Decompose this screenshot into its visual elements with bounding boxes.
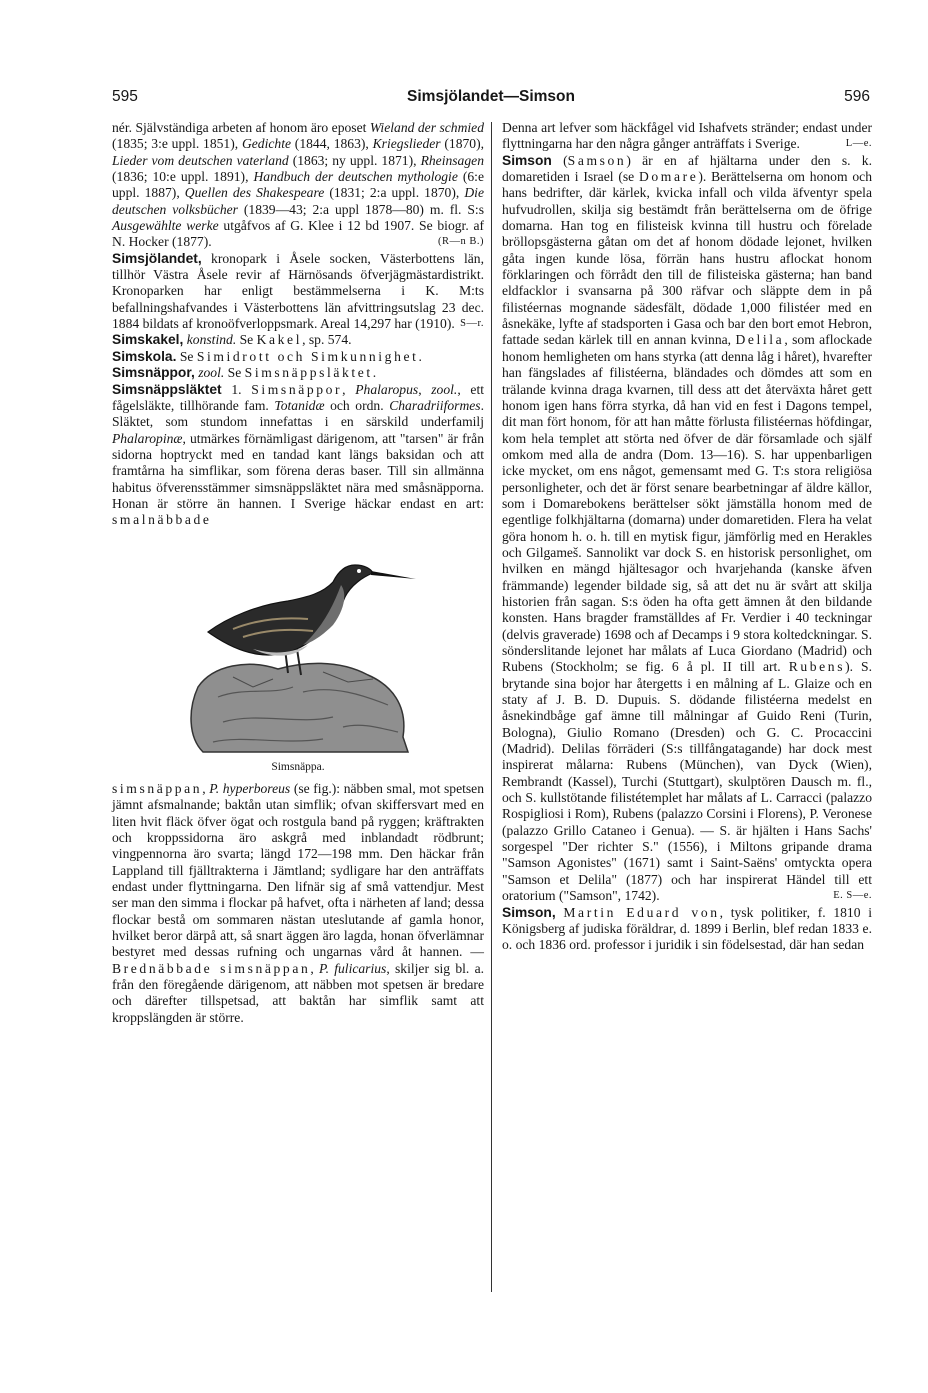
column-divider [491,122,492,1292]
author-signature: E. S—e. [833,890,872,902]
entry-continuation: nér. Självständiga arbeten af honom äro eposet Wieland der schmied (1835; 3:e uppl. 1851), Gedichte (1844, 1863), Kriegslieder (1870), Lieder vom deutschen vaterland (1863; ny uppl. 1871), Rheinsagen (1836; 10:e uppl. 1891), Handbuch der deutschen mythologie (6:e uppl. 1887), Quellen des Shakespeare (1831; 2:a uppl. 1870), Die deutschen volksbücher (1839—43; 2:a uppl 1878—80) m. fl. S:s Ausgewählte werke utgåfvos af G. Klee i 12 bd 1907. Se biogr. af N. Hocker (1877). (R—n B.) [112,120,485,250]
entry-simsjolandet: Simsjölandet, kronopark i Åsele socken, Västerbottens län, tillhör Västra Åsele revir af Härnösands öfverjägmästardistrikt. Kronoparken har enligt bestämmelserna i K. M:ts befallningshafvandes i Västerbottens län afvittringsutslag 23 dec. 1884 bildats af kronoöfverloppsmark. Areal 14,297 har (1910). S—r. [112,250,484,332]
entry-simsnappor: Simsnäppor, zool. Se Simsnäppsläktet. [112,365,377,381]
page-title: Simsjölandet—Simson [407,88,575,105]
headword: Simsnäppsläktet [112,381,222,397]
author-signature: S—r. [460,318,484,330]
entry-simson-samson: Simson (Samson) är en af hjältarna under den s. k. domaretiden i Israel (se Domare). Berättelserna om honom och hans bedrifter, där kärlek, kvicka infall och vilda äfventyr spela hufvudrollen, skilja sig bestämdt från berättelserna om de öfrige domarna. Han tog en filisteisk kvinna till hustru och förelade bröllopsgästerna gåtan om det af honom dödade lejonet, hvilken gåta ingen kunde lösa, förrän hans hustru aflockat honom förklaringen och förrådt den till de filisteiska gästerna; han band eldfacklor i svansarna på 300 räfvar och släppte dem in på filistéernas mognande sädesfält, dödade 1,000 filistéer med en åsnekäke, lyfte af stadsporten i Gasa och bar den bort emot Hebron, fattade sedan kärlek till en annan kvinna, Delila, som aflockade honom hemligheten om hans styrka (att denna låg i håret), hvarefter han fängslades af filistéerna, bländades och dömdes att som en trälande kvinna draga kvarnen, till dess att det återväxta håret gett honom igen hans förra styrka, då han vid en fest i Dagons tempel, dit man fört honom, för att han måtte förlusta filistéernas höfdingar, kom hela templet att störta ned öfver de där församlade och själf omkom med alla de andra (Dom. 13—16). S. har uppenbarligen icke mycket, om ens något, gemensamt med G. T:s stora religiösa personligheter, och det är först senare bearbetningar af äldre källor, som i Domarebokens berättelser sökt jämställa honom med de egentlige folkhjältarna (domarna) under domaretiden. Flera ha velat göra honom h. o. h. till en mytisk figur, jämförlig med en Herakles och Gilgameš. Sannolikt var dock S. en historisk personlighet, om hvilken en mängd hjältesagor och hvarjehanda (kanske äfven främmande) legender bildade sig, så att det nu är svårt att skilja historien från sagan. S:s öden ha ofta gett ämnen åt den bildande konsten. Hans bragder framställdes af Fr. Verdier i 40 teckningar (delvis graverade) 1698 och af Decamps i 9 stora koltedckningar. S. sönderslitande lejonet har målats af Luca Giordano (Madrid) och Rubens (Stockholm; se fig. 6 å pl. II till art. Rubens). S. brytande sina bojor har återgetts i en målning af L. Glaize och en staty af J. B. D. Dupuis. S. dödande filistéerna medelst en åsnekindbåge gaf ämne till målningar af Guido Reni (Turin, Bologna), Giulio Romano (Dresden) och G. C. Procaccini (Madrid). Delilas förräderi (S:s tillfångatagande) har dock mest inspirerat målarna: Rubens (München), van Dyck (Wien), Rembrandt (Kassel), Turchi (Stuttgart), skulptören Dausch m. fl., och S. kullstötande filistétemplet har målats af L. Carracci (palazzo Rospigliosi i Rom), Rubens (palazzo Corsini i Florens), P. Veronese (palazzo Grillo Cataneo i Genua). — S. är hjälten i Hans Sachs' sorgespel "Der richter S." (1556), i Miltons gripande drama "Samson Agonistes" (1671) samt i Saint-Saëns' omtyckta opera "Samson et Delila" (1877) och har inspirerat Händel till ett oratorium ("Samson", 1742). E. S—e. [502,152,872,904]
headword: Simskakel, [112,332,184,348]
running-head [112,88,870,112]
author-signature: L—e. [845,138,872,150]
figure-caption: Simsnäppa. [271,760,325,773]
left-column [112,120,484,1026]
rock-shape [191,663,408,752]
headword: Simson [502,152,552,168]
figure-simsnappa [112,537,484,775]
entry-continuation-right: Denna art lefver som häckfågel vid Ishafvets stränder; endast under flyttningarna har den några gånger anträffats i Sverige. L—e. [502,120,872,152]
bird-body [208,565,373,655]
headword: Simskola. [112,348,177,364]
entry-simson-martin: Simson, Martin Eduard von, tysk politiker, f. 1810 i Königsberg af judiska föräldrar, d. 1899 i Berlin, blef redan 1833 e. o. och 1836 ord. professor i juridik i sin födelsestad, där han sedan [502,904,872,953]
entry-simskakel: Simskakel, konstind. Se Kakel, sp. 574. [112,332,352,348]
bird-illustration [173,537,423,757]
page-number-left: 595 [112,88,138,105]
entry-simskola: Simskola. Se Simidrott och Simkunnighet. [112,348,422,364]
entry-simsnappslaktet: Simsnäppsläktet 1. Simsnäppor, Phalaropus, zool., ett fågelsläkte, tillhörande fam. Totanidæ och ordn. Charadriiformes. Släktet, som stundom innefattas i en särskild underfamilj Phalaropinæ, utmärkes förnämligast därigenom, att "tarsen" är från sidorna hoptryckt med en tandad kant längs baksidan och att framtårna ha simflikar, som förena deras baser. Till sin allmänna habitus öfverensstämmer simsnäppsläktet nära med småsnäpporna. Honan är större än hannen. I Sverige häckar endast en art: smalnäbbade [112,381,484,528]
bird-beak [371,571,416,579]
headword: Simsjölandet, [112,250,202,266]
entry-simsnappan: simsnäppan, P. hyperboreus (se fig.): näbben smal, mot spetsen jämnt afsmalnande; baktån utan simflik; ofvan skiffersvart med en liten hvit fläck öfver ögat och rostgula band på ryggen; kräftrakten och kroppssidorna äro askgrå med inblandadt rödbrunt; vingpennorna äro svarta; längd 172—198 mm. Den häckar från Lappland till fjälltrakterna i Jämtland; sydligare har den anträffats endast under flyttningarna. Den lifnär sig af små vattendjur. Mest ser man den simma i flockar på hafvet, ofta i närheten af land; dessa flockar bestå om sommaren nästan uteslutande af gamla honor, hvilket beror därpå att, så snart äggen äro lagda, honan öfverlämnar bestyret med dessas rufning och ungarnas vård åt hannen. — Brednäbbade simsnäppan, P. fulicarius, skiljer sig bl. a. från den föregående därigenom, att näbben mot spetsen är bredare och därefter tillspetsad, att baktån har simflik samt att kroppslängden är större. [112,780,485,1025]
author-signature: (R—n B.) [438,236,484,248]
page-number-right: 596 [844,88,870,105]
headword: Simsnäppor, [112,365,195,381]
headword: Simson, [502,904,556,920]
right-column [502,120,872,954]
